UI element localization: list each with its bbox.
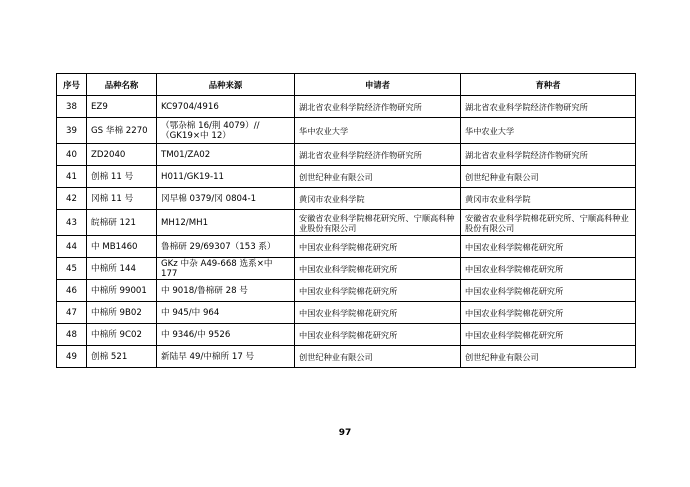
cell-variety-name: 中棉所 9C02 [87, 324, 157, 346]
cell-breeder: 安徽省农业科学院棉花研究所、宁顺高科种业股份有限公司 [461, 210, 636, 236]
table-row [57, 324, 636, 346]
cell-serial-number: 41 [57, 166, 87, 188]
cell-variety-source: MH12/MH1 [157, 210, 295, 236]
cell-applicant: 华中农业大学 [295, 118, 461, 144]
cell-variety-source: 冈早棉 0379/冈 0804-1 [157, 188, 295, 210]
cell-breeder: 创世纪种业有限公司 [461, 166, 636, 188]
cell-breeder: 中国农业科学院棉花研究所 [461, 302, 636, 324]
table-row [57, 166, 636, 188]
cell-applicant: 黄冈市农业科学院 [295, 188, 461, 210]
table-header-row [57, 74, 636, 96]
table-row [57, 302, 636, 324]
cell-breeder: 湖北省农业科学院经济作物研究所 [461, 144, 636, 166]
cell-variety-name: 中棉所 9B02 [87, 302, 157, 324]
cell-breeder: 华中农业大学 [461, 118, 636, 144]
table-row [57, 118, 636, 144]
cell-applicant: 中国农业科学院棉花研究所 [295, 236, 461, 258]
cell-breeder: 创世纪种业有限公司 [461, 346, 636, 368]
cell-serial-number: 40 [57, 144, 87, 166]
cell-serial-number: 46 [57, 280, 87, 302]
header-variety-source: 品种来源 [157, 74, 295, 96]
table-row [57, 188, 636, 210]
cell-applicant: 中国农业科学院棉花研究所 [295, 280, 461, 302]
cell-variety-name: 中棉所 99001 [87, 280, 157, 302]
cell-serial-number: 39 [57, 118, 87, 144]
cell-applicant: 中国农业科学院棉花研究所 [295, 258, 461, 280]
cell-variety-name: EZ9 [87, 96, 157, 118]
cell-variety-name: 中棉所 144 [87, 258, 157, 280]
cell-variety-name: GS 华棉 2270 [87, 118, 157, 144]
cell-variety-name: 中 MB1460 [87, 236, 157, 258]
cell-variety-source: GKz 中杂 A49-668 选系×中 177 [157, 258, 295, 280]
cell-variety-source: TM01/ZA02 [157, 144, 295, 166]
cell-breeder: 中国农业科学院棉花研究所 [461, 258, 636, 280]
cell-variety-source: 中 9346/中 9526 [157, 324, 295, 346]
cell-applicant: 安徽省农业科学院棉花研究所、宁顺高科种业股份有限公司 [295, 210, 461, 236]
cell-breeder: 湖北省农业科学院经济作物研究所 [461, 96, 636, 118]
cell-breeder: 中国农业科学院棉花研究所 [461, 236, 636, 258]
table-row [57, 144, 636, 166]
table-row [57, 236, 636, 258]
header-variety-name: 品种名称 [87, 74, 157, 96]
cell-applicant: 中国农业科学院棉花研究所 [295, 302, 461, 324]
header-applicant: 申请者 [295, 74, 461, 96]
cell-variety-source: 鲁棉研 29/69307（153 系） [157, 236, 295, 258]
table-row [57, 346, 636, 368]
cell-variety-source: KC9704/4916 [157, 96, 295, 118]
cell-applicant: 湖北省农业科学院经济作物研究所 [295, 96, 461, 118]
cell-variety-name: 冈棉 11 号 [87, 188, 157, 210]
cell-variety-name: 创棉 11 号 [87, 166, 157, 188]
cell-variety-source: 新陆早 49/中棉所 17 号 [157, 346, 295, 368]
cell-serial-number: 47 [57, 302, 87, 324]
cell-serial-number: 44 [57, 236, 87, 258]
cell-serial-number: 38 [57, 96, 87, 118]
header-breeder: 育种者 [461, 74, 636, 96]
cell-breeder: 中国农业科学院棉花研究所 [461, 324, 636, 346]
cell-applicant: 创世纪种业有限公司 [295, 346, 461, 368]
table-row [57, 258, 636, 280]
page-number: 97 [338, 428, 352, 438]
table-row [57, 280, 636, 302]
cell-variety-name: ZD2040 [87, 144, 157, 166]
cell-serial-number: 43 [57, 210, 87, 236]
cell-variety-source: 中 9018/鲁棉研 28 号 [157, 280, 295, 302]
cell-variety-name: 创棉 521 [87, 346, 157, 368]
table-row [57, 96, 636, 118]
variety-table [56, 73, 636, 368]
cell-breeder: 中国农业科学院棉花研究所 [461, 280, 636, 302]
table-row [57, 210, 636, 236]
cell-applicant: 创世纪种业有限公司 [295, 166, 461, 188]
cell-serial-number: 45 [57, 258, 87, 280]
cell-applicant: 湖北省农业科学院经济作物研究所 [295, 144, 461, 166]
cell-variety-source: H011/GK19-11 [157, 166, 295, 188]
header-serial-number: 序号 [57, 74, 87, 96]
cell-variety-source: （鄂杂棉 16/荆 4079）//（GK19×中 12） [157, 118, 295, 144]
cell-variety-source: 中 945/中 964 [157, 302, 295, 324]
cell-serial-number: 48 [57, 324, 87, 346]
cell-serial-number: 49 [57, 346, 87, 368]
cell-serial-number: 42 [57, 188, 87, 210]
cell-variety-name: 皖棉研 121 [87, 210, 157, 236]
cell-applicant: 中国农业科学院棉花研究所 [295, 324, 461, 346]
cell-breeder: 黄冈市农业科学院 [461, 188, 636, 210]
